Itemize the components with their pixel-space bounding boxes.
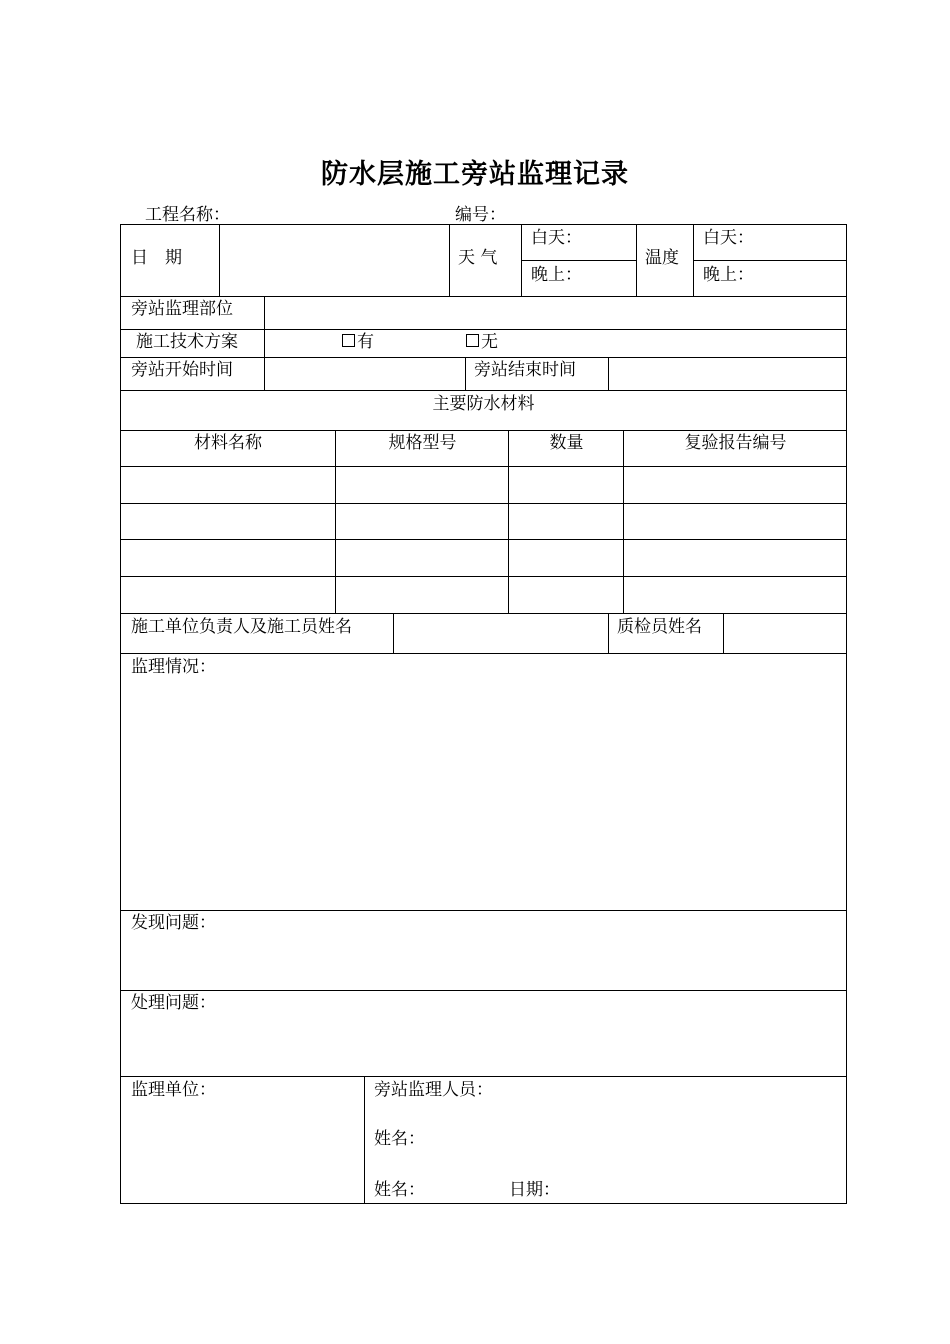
date-label: 日 期 bbox=[131, 248, 182, 268]
inspector-label: 质检员姓名 bbox=[617, 617, 702, 637]
divider bbox=[521, 260, 637, 261]
divider bbox=[449, 224, 450, 296]
project-name-label: 工程名称： bbox=[145, 205, 230, 225]
contractor-label: 施工单位负责人及施工员姓名 bbox=[131, 617, 352, 637]
divider bbox=[264, 296, 265, 357]
table-row bbox=[120, 539, 847, 540]
divider bbox=[693, 260, 847, 261]
column-header-spec-model: 规格型号 bbox=[388, 433, 457, 453]
end-time-label: 旁站结束时间 bbox=[474, 360, 576, 380]
border-top bbox=[120, 224, 847, 225]
name-label: 姓名： bbox=[374, 1180, 425, 1200]
divider bbox=[508, 430, 509, 613]
weather-day-label: 白天： bbox=[531, 228, 582, 248]
border-left bbox=[120, 224, 121, 1204]
column-header-report-number: 复验报告编号 bbox=[684, 433, 787, 453]
column-header-material-name: 材料名称 bbox=[194, 433, 262, 453]
divider bbox=[120, 990, 847, 991]
divider bbox=[393, 613, 394, 653]
temperature-day-label: 白天： bbox=[703, 228, 754, 248]
record-form bbox=[120, 224, 847, 1204]
option-yes-label: 有 bbox=[357, 332, 374, 352]
border-right bbox=[846, 224, 847, 1204]
divider bbox=[120, 910, 847, 911]
divider bbox=[120, 296, 847, 297]
option-yes[interactable] bbox=[342, 332, 374, 352]
divider bbox=[120, 357, 847, 358]
date-signature-label: 日期： bbox=[509, 1180, 560, 1200]
divider bbox=[364, 1076, 365, 1204]
divider bbox=[608, 357, 609, 390]
divider bbox=[120, 1076, 847, 1077]
weather-night-label: 晚上： bbox=[531, 265, 582, 285]
checkbox-icon bbox=[342, 334, 355, 347]
temperature-label: 温度 bbox=[645, 248, 679, 268]
option-no-label: 无 bbox=[481, 332, 498, 352]
column-header-quantity: 数量 bbox=[549, 433, 584, 453]
start-time-label: 旁站开始时间 bbox=[131, 360, 233, 380]
document-title: 防水层施工旁站监理记录 bbox=[321, 159, 629, 190]
divider bbox=[465, 357, 466, 390]
supervision-status-label: 监理情况： bbox=[131, 657, 216, 677]
weather-label: 天 气 bbox=[458, 248, 498, 268]
divider bbox=[219, 224, 220, 296]
divider bbox=[723, 613, 724, 653]
divider bbox=[120, 653, 847, 654]
found-issues-label: 发现问题： bbox=[131, 913, 216, 933]
checkbox-icon bbox=[466, 334, 479, 347]
option-no[interactable] bbox=[466, 332, 498, 352]
supervision-part-label: 旁站监理部位 bbox=[131, 299, 233, 319]
border-bottom bbox=[120, 1203, 847, 1204]
number-label: 编号： bbox=[455, 205, 506, 225]
divider bbox=[335, 430, 336, 613]
divider bbox=[623, 430, 624, 613]
temperature-night-label: 晚上： bbox=[703, 265, 754, 285]
divider bbox=[120, 430, 847, 431]
divider bbox=[264, 357, 265, 390]
name-label: 姓名： bbox=[374, 1129, 425, 1149]
divider bbox=[120, 613, 847, 614]
divider bbox=[120, 329, 847, 330]
supervision-unit-label: 监理单位： bbox=[131, 1080, 216, 1100]
construction-plan-label: 施工技术方案 bbox=[136, 332, 238, 352]
table-row bbox=[120, 466, 847, 467]
supervision-staff-label: 旁站监理人员： bbox=[374, 1080, 493, 1100]
handling-issues-label: 处理问题： bbox=[131, 993, 216, 1013]
divider bbox=[120, 390, 847, 391]
table-row bbox=[120, 576, 847, 577]
divider bbox=[608, 613, 609, 653]
table-row bbox=[120, 503, 847, 504]
materials-section-title: 主要防水材料 bbox=[432, 394, 535, 414]
